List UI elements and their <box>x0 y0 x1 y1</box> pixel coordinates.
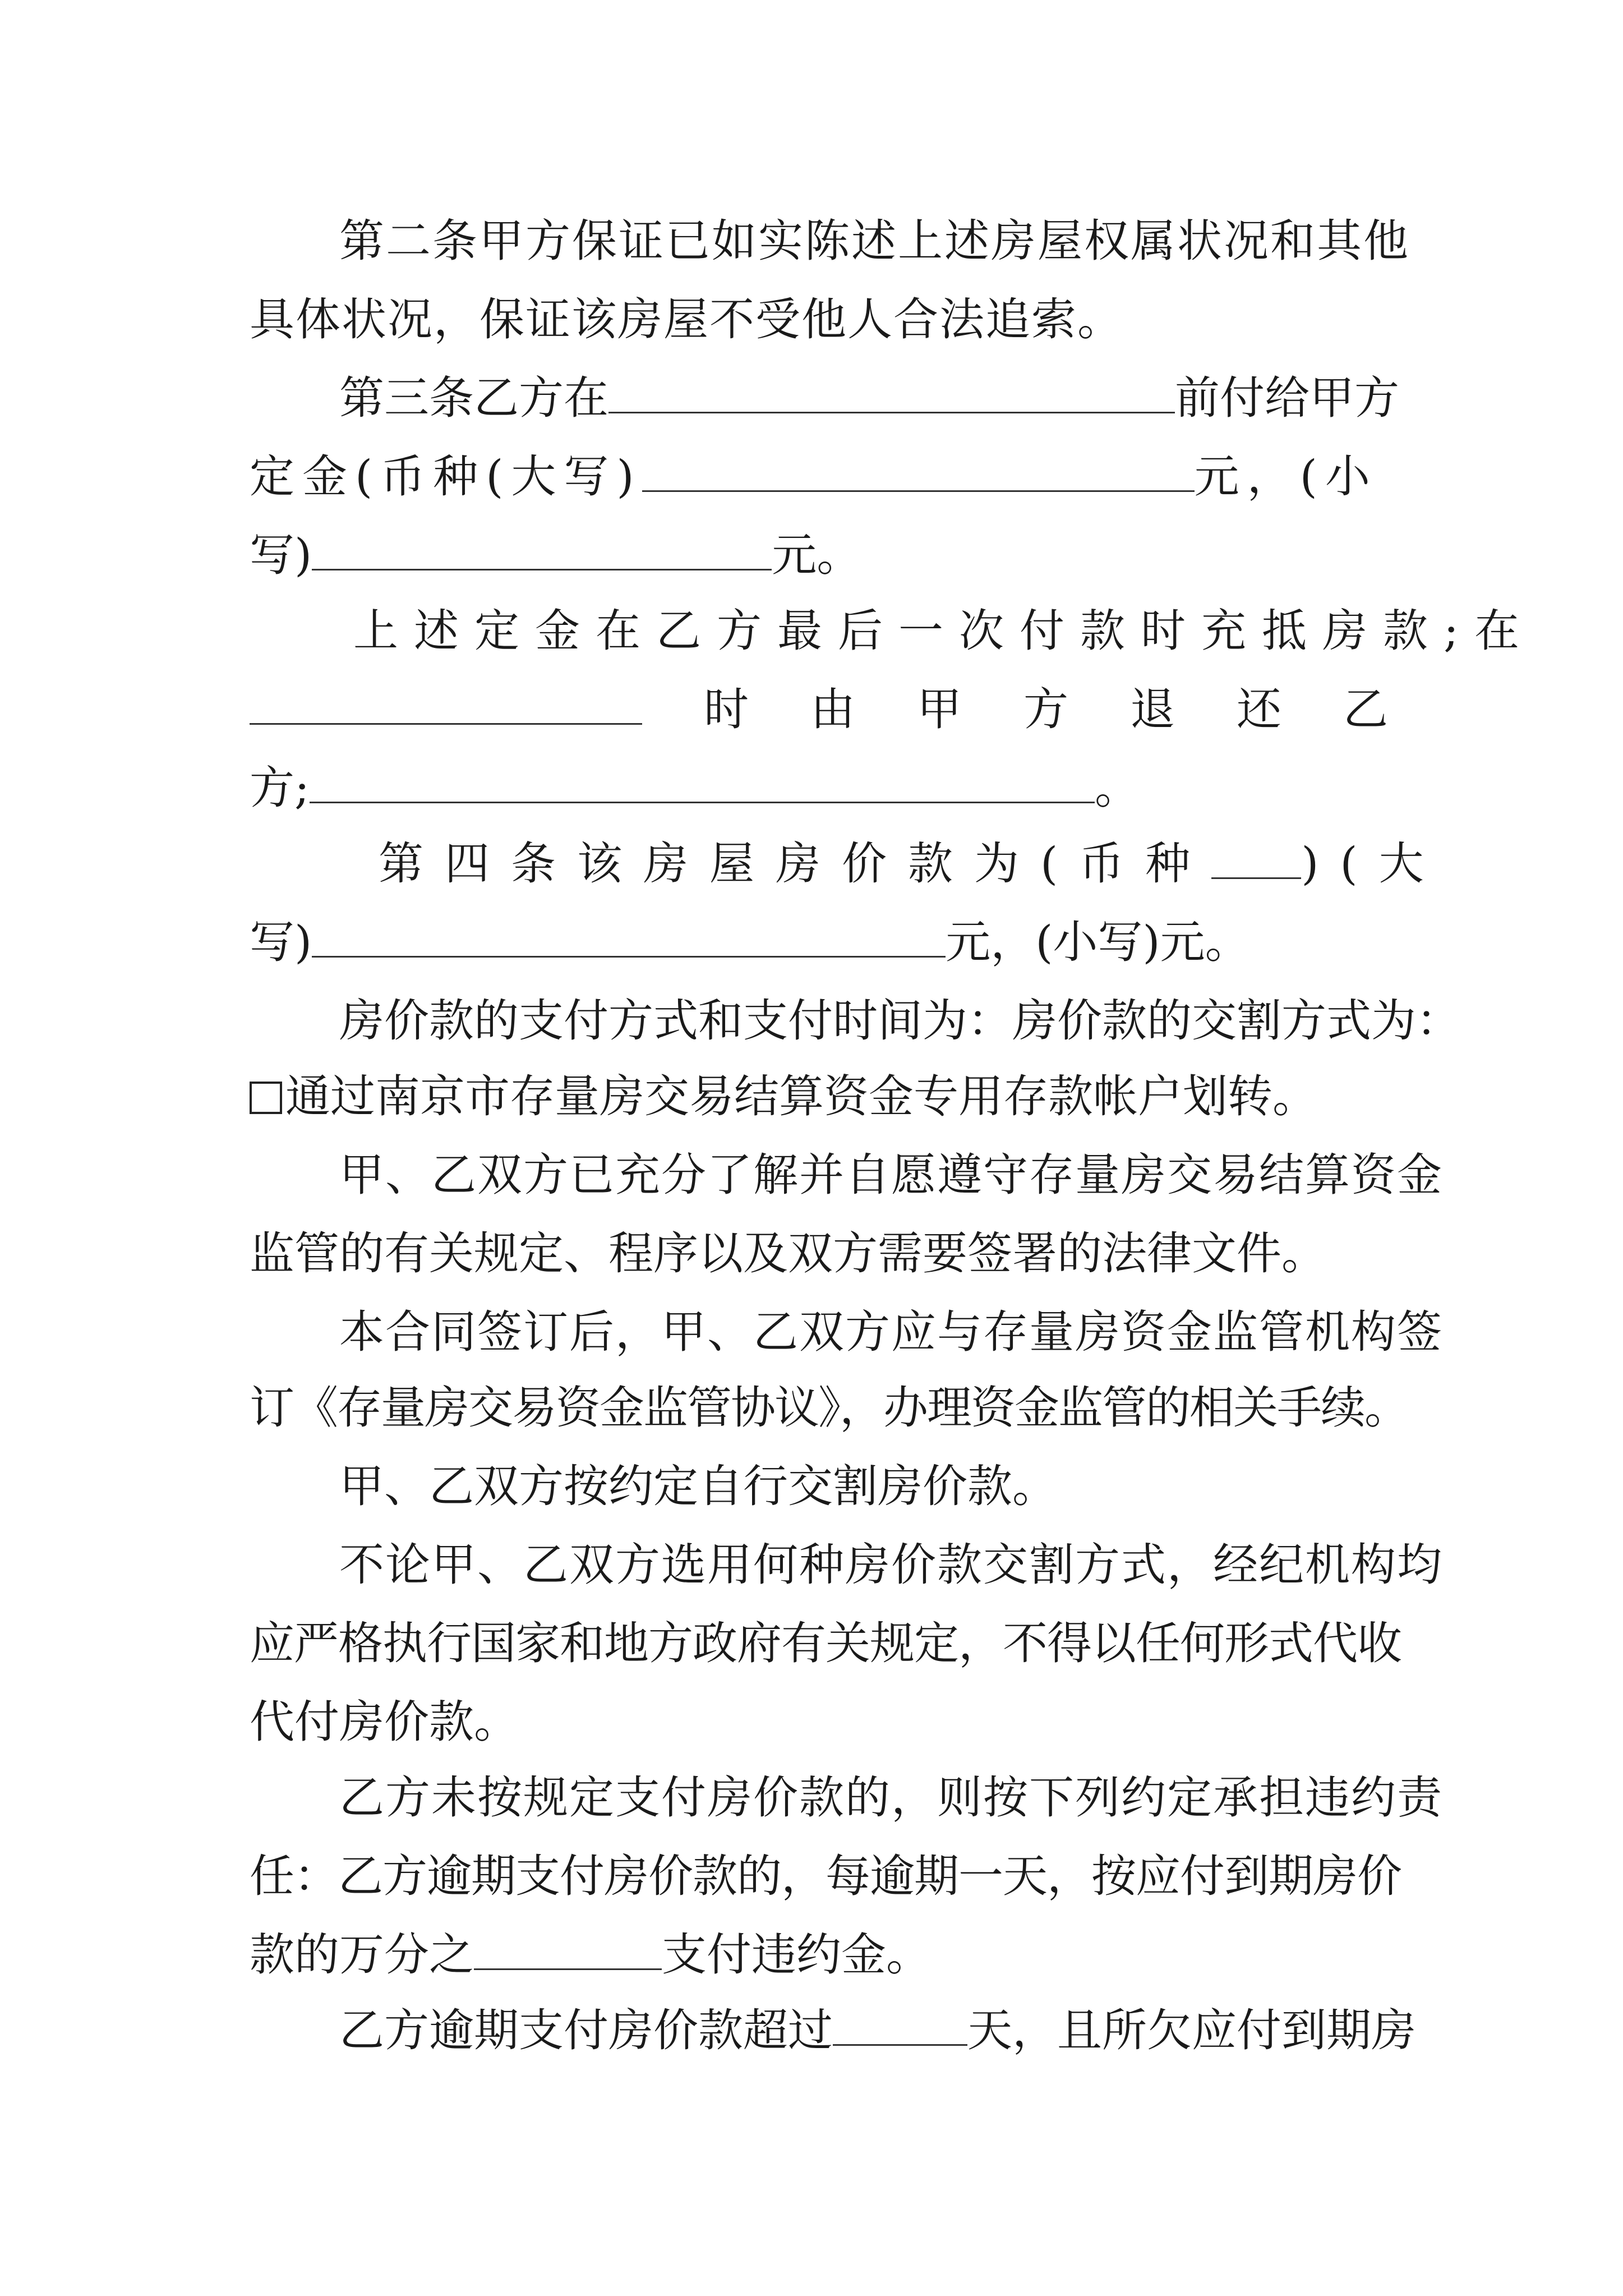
deposit-currency-label: 定金(币种(大写) <box>250 450 642 503</box>
refund-word-5: 退 <box>1130 683 1175 735</box>
deposit-date-blank[interactable] <box>608 372 1175 413</box>
refund-word-6: 还 <box>1237 683 1281 735</box>
refund-word-1: 时 <box>704 683 749 735</box>
supervision-line-2: 监管的有关规定、程序以及双方需要签署的法律文件。 <box>250 1227 1326 1280</box>
agent-rules-line-3: 代付房价款。 <box>250 1696 519 1748</box>
article-4-label: 第四条该房屋房价款为(币种 <box>379 838 1212 890</box>
payment-method-line-2 <box>250 1069 1317 1125</box>
overdue-days-blank[interactable] <box>833 2005 967 2046</box>
late-payment-line-3 <box>250 1927 931 1983</box>
deposit-line-1: 上述定金在乙方最后一次付款时充抵房款;在 <box>353 605 1535 657</box>
overdue-label: 乙方逾期支付房价款超过 <box>339 2004 833 2056</box>
article-3-line-3 <box>250 527 861 583</box>
deposit-figures-label: 写) <box>250 529 312 581</box>
price-words-label: )(大 <box>1301 838 1445 890</box>
refund-detail-blank[interactable] <box>310 762 1095 803</box>
deposit-yuan-end: 元。 <box>772 529 862 581</box>
price-yuan-label: 元，(小写)元。 <box>946 916 1250 968</box>
penalty-end-text: 支付违约金。 <box>662 1929 931 1981</box>
penalty-rate-blank[interactable] <box>474 1929 662 1970</box>
deposit-line-3 <box>250 760 1140 816</box>
deposit-line-2 <box>250 682 1388 738</box>
article-2-line-1: 第二条甲方保证已如实陈述上述房屋权属状况和其他 <box>339 215 1410 267</box>
refund-condition-blank[interactable] <box>250 684 642 725</box>
deposit-amount-words-blank[interactable] <box>642 451 1195 492</box>
late-payment-line-2: 任：乙方逾期支付房价款的，每逾期一天，按应付到期房价 <box>250 1850 1401 1902</box>
article-3-line-1 <box>339 370 1399 426</box>
self-settlement-line: 甲、乙双方按约定自行交割房价款。 <box>339 1460 1057 1512</box>
article-3-label: 第三条乙方在 <box>339 372 608 424</box>
refund-word-7: 乙 <box>1343 683 1388 735</box>
penalty-rate-label: 款的万分之 <box>250 1929 474 1981</box>
article-4-line-1 <box>379 836 1445 892</box>
refund-word-3: 甲 <box>917 683 962 735</box>
overdue-tail-text: 天，且所欠应付到期房 <box>967 2004 1416 2056</box>
overdue-line-1 <box>339 2003 1416 2059</box>
article-4-line-2 <box>250 914 1250 970</box>
signing-line-2: 订《存量房交易资金监管协议》，办理资金监管的相关手续。 <box>250 1382 1408 1434</box>
deposit-yuan-label: 元，(小 <box>1194 450 1378 503</box>
late-payment-line-1: 乙方未按规定支付房价款的，则按下列约定承担违约责 <box>339 1772 1443 1824</box>
article-3-line-2 <box>250 449 1378 505</box>
agent-rules-line-2: 应严格执行国家和地方政府有关规定，不得以任何形式代收 <box>250 1617 1401 1669</box>
price-figures-label: 写) <box>250 916 312 968</box>
agent-rules-line-1: 不论甲、乙双方选用何种房价款交割方式，经纪机构均 <box>339 1539 1443 1591</box>
escrow-transfer-text: 通过南京市存量房交易结算资金专用存款帐户划转。 <box>285 1070 1317 1122</box>
article-3-pay-text: 前付给甲方 <box>1175 372 1399 424</box>
refund-party-label: 方; <box>250 762 310 814</box>
escrow-transfer-checkbox[interactable] <box>250 1082 282 1114</box>
deposit-amount-figures-blank[interactable] <box>312 530 772 570</box>
refund-word-4: 方 <box>1023 683 1068 735</box>
article-2-line-2: 具体状况，保证该房屋不受他人合法追索。 <box>250 293 1123 346</box>
price-amount-words-blank[interactable] <box>312 917 946 958</box>
payment-method-line-1: 房价款的支付方式和支付时间为：房价款的交割方式为： <box>339 995 1461 1047</box>
price-currency-blank[interactable] <box>1211 838 1301 879</box>
refund-end: 。 <box>1094 762 1140 814</box>
supervision-line-1: 甲、乙双方已充分了解并自愿遵守存量房交易结算资金 <box>339 1149 1443 1201</box>
refund-word-2: 由 <box>810 683 855 735</box>
signing-line-1: 本合同签订后，甲、乙双方应与存量房资金监管机构签 <box>339 1306 1443 1358</box>
